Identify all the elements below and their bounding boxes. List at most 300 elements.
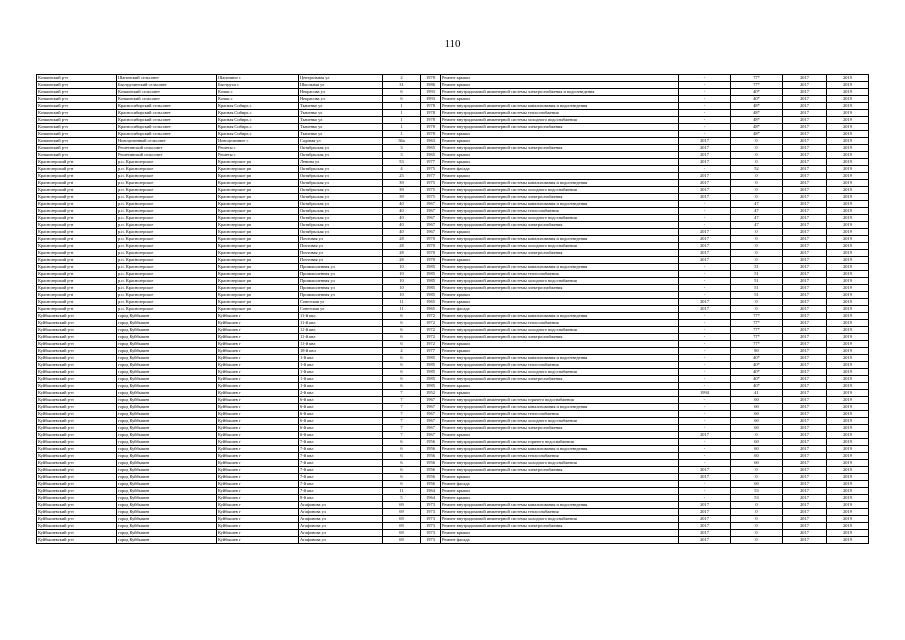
plan-start-year-cell: 2017 <box>783 229 827 236</box>
plan-start-year-cell: 2017 <box>783 460 827 467</box>
last-repair-year-cell: - <box>679 446 731 453</box>
settlement-cell: Краснозерское рп <box>217 173 299 180</box>
plan-end-year-cell: 2019 <box>827 383 869 390</box>
settlement-cell: Куйбышев г <box>217 327 299 334</box>
street-cell: 8-й квл <box>299 495 383 502</box>
street-cell: 7-й квл <box>299 439 383 446</box>
wear-percent-cell: 40* <box>731 383 783 390</box>
build-year-cell: 1956 <box>421 453 441 460</box>
table-row <box>37 208 869 215</box>
street-cell: 7-й квл <box>299 453 383 460</box>
table-row <box>37 215 869 222</box>
build-year-cell: 1978 <box>421 131 441 138</box>
plan-start-year-cell: 2017 <box>783 201 827 208</box>
wear-percent-cell: 40* <box>731 89 783 96</box>
last-repair-year-cell: - <box>679 404 731 411</box>
street-cell: Ткаченко ул <box>299 124 383 131</box>
street-cell: Промышленная ул <box>299 292 383 299</box>
district-cell: Куйбышевский р-н <box>37 383 117 390</box>
municipality-cell: город Куйбышев <box>117 425 217 432</box>
settlement-cell: Куйбышев г <box>217 425 299 432</box>
plan-end-year-cell: 2019 <box>827 530 869 537</box>
table-row <box>37 138 869 145</box>
work-type-cell: Ремонт внутридомовой инженерной системы холодного водоснабжения <box>441 215 679 222</box>
district-cell: Кочкинский р-н <box>37 96 117 103</box>
wear-percent-cell: 48* <box>731 131 783 138</box>
table-row <box>37 159 869 166</box>
municipality-cell: город Куйбышев <box>117 313 217 320</box>
build-year-cell: 1972 <box>421 327 441 334</box>
district-cell: Кочкинский р-н <box>37 117 117 124</box>
build-year-cell: 1978 <box>421 117 441 124</box>
last-repair-year-cell: 2017 <box>679 467 731 474</box>
district-cell: Краснозерский р-н <box>37 229 117 236</box>
plan-end-year-cell: 2019 <box>827 278 869 285</box>
work-type-cell: Ремонт внутридомовой инженерной системы теплоснабжения <box>441 411 679 418</box>
build-year-cell: 1986 <box>421 82 441 89</box>
table-row <box>37 355 869 362</box>
settlement-cell: Куйбышев г <box>217 481 299 488</box>
plan-end-year-cell: 2019 <box>827 131 869 138</box>
build-year-cell: 1952 <box>421 390 441 397</box>
municipality-cell: город Куйбышев <box>117 474 217 481</box>
plan-start-year-cell: 2017 <box>783 187 827 194</box>
street-cell: 7-й квл <box>299 467 383 474</box>
work-type-cell: Ремонт внутридомовой инженерной системы электроснабжения <box>441 523 679 530</box>
street-cell: Октябрьская ул <box>299 173 383 180</box>
plan-start-year-cell: 2017 <box>783 369 827 376</box>
street-cell: 6-й квл <box>299 404 383 411</box>
municipality-cell: Шагинский сельсовет <box>117 75 217 82</box>
street-cell: Октябрьская ул <box>299 152 383 159</box>
wear-percent-cell: 0 <box>731 467 783 474</box>
plan-start-year-cell: 2017 <box>783 306 827 313</box>
last-repair-year-cell: - <box>679 117 731 124</box>
district-cell: Куйбышевский р-н <box>37 355 117 362</box>
plan-end-year-cell: 2019 <box>827 439 869 446</box>
work-type-cell: Ремонт внутридомовой инженерной системы горячего водоснабжения <box>441 439 679 446</box>
plan-end-year-cell: 2019 <box>827 264 869 271</box>
municipality-cell: город Куйбышев <box>117 439 217 446</box>
plan-end-year-cell: 2019 <box>827 523 869 530</box>
district-cell: Краснозерский р-н <box>37 278 117 285</box>
plan-end-year-cell: 2019 <box>827 152 869 159</box>
last-repair-year-cell: 2017 <box>679 187 731 194</box>
district-cell: Куйбышевский р-н <box>37 341 117 348</box>
plan-start-year-cell: 2017 <box>783 467 827 474</box>
last-repair-year-cell: 2017 <box>679 180 731 187</box>
settlement-cell: Куйбышев г <box>217 488 299 495</box>
street-cell: 7-й квл <box>299 446 383 453</box>
district-cell: Краснозерский р-н <box>37 271 117 278</box>
build-year-cell: 1973 <box>421 537 441 544</box>
last-repair-year-cell: - <box>679 103 731 110</box>
last-repair-year-cell: - <box>679 481 731 488</box>
municipality-cell: р.п. Краснозерское <box>117 299 217 306</box>
street-cell: 1-й квл <box>299 362 383 369</box>
wear-percent-cell: 77* <box>731 341 783 348</box>
house-number-cell: 31 <box>383 82 421 89</box>
wear-percent-cell: 60 <box>731 411 783 418</box>
wear-percent-cell: 0 <box>731 432 783 439</box>
plan-end-year-cell: 2019 <box>827 467 869 474</box>
last-repair-year-cell: 2017 <box>679 502 731 509</box>
settlement-cell: Куйбышев г <box>217 397 299 404</box>
work-type-cell: Ремонт внутридомовой инженерной системы канализования и водоотведения <box>441 201 679 208</box>
district-cell: Краснозерский р-н <box>37 166 117 173</box>
last-repair-year-cell: - <box>679 334 731 341</box>
street-cell: 1-й квл <box>299 355 383 362</box>
municipality-cell: город Куйбышев <box>117 418 217 425</box>
municipality-cell: р.п. Краснозерское <box>117 180 217 187</box>
district-cell: Краснозерский р-н <box>37 201 117 208</box>
work-type-cell: Ремонт внутридомовой инженерной системы электроснабжения <box>441 334 679 341</box>
work-type-cell: Ремонт крыши <box>441 390 679 397</box>
wear-percent-cell: 0 <box>731 299 783 306</box>
plan-end-year-cell: 2019 <box>827 292 869 299</box>
build-year-cell: 1967 <box>421 397 441 404</box>
municipality-cell: город Куйбышев <box>117 376 217 383</box>
table-body <box>37 75 869 544</box>
wear-percent-cell: 77* <box>731 313 783 320</box>
last-repair-year-cell: - <box>679 313 731 320</box>
house-number-cell: 1 <box>383 117 421 124</box>
settlement-cell: Куйбышев г <box>217 341 299 348</box>
house-number-cell: 1 <box>383 110 421 117</box>
settlement-cell: Куйбышев г <box>217 418 299 425</box>
wear-percent-cell: 77* <box>731 320 783 327</box>
settlement-cell: Красная Сибирь с <box>217 131 299 138</box>
build-year-cell: 1985 <box>421 376 441 383</box>
street-cell: Школьная ул <box>299 82 383 89</box>
wear-percent-cell: 0 <box>731 145 783 152</box>
house-number-cell: 6 <box>383 467 421 474</box>
street-cell: 6-й квл <box>299 397 383 404</box>
municipality-cell: город Куйбышев <box>117 446 217 453</box>
last-repair-year-cell: - <box>679 215 731 222</box>
work-type-cell: Ремонт крыши <box>441 96 679 103</box>
district-cell: Краснозерский р-н <box>37 257 117 264</box>
house-number-cell: 40 <box>383 229 421 236</box>
last-repair-year-cell: 2017 <box>679 250 731 257</box>
work-type-cell: Ремонт крыши <box>441 152 679 159</box>
street-cell: Октябрьская ул <box>299 201 383 208</box>
table-row <box>37 145 869 152</box>
work-type-cell: Ремонт внутридомовой инженерной системы теплоснабжения <box>441 208 679 215</box>
settlement-cell: Куйбышев г <box>217 495 299 502</box>
work-type-cell: Ремонт внутридомовой инженерной системы электроснабжения <box>441 145 679 152</box>
street-cell: 11-й квл <box>299 313 383 320</box>
street-cell: 2-й квл <box>299 390 383 397</box>
district-cell: Куйбышевский р-н <box>37 390 117 397</box>
last-repair-year-cell: 2017 <box>679 474 731 481</box>
street-cell: 6-й квл <box>299 411 383 418</box>
street-cell: 7-й квл <box>299 460 383 467</box>
wear-percent-cell: 41 <box>731 390 783 397</box>
plan-start-year-cell: 2017 <box>783 348 827 355</box>
work-type-cell: Ремонт внутридомовой инженерной системы теплоснабжения <box>441 110 679 117</box>
house-number-cell: 36а <box>383 138 421 145</box>
municipality-cell: город Куйбышев <box>117 523 217 530</box>
district-cell: Краснозерский р-н <box>37 208 117 215</box>
plan-end-year-cell: 2019 <box>827 271 869 278</box>
work-type-cell: Ремонт крыши <box>441 75 679 82</box>
settlement-cell: Краснозерское рп <box>217 271 299 278</box>
last-repair-year-cell: 2017 <box>679 159 731 166</box>
wear-percent-cell: 0 <box>731 523 783 530</box>
build-year-cell: 1973 <box>421 530 441 537</box>
work-type-cell: Ремонт внутридомовой инженерной системы канализования и водоотведения <box>441 236 679 243</box>
street-cell: Октябрьская ул <box>299 180 383 187</box>
street-cell: Промышленная ул <box>299 264 383 271</box>
plan-end-year-cell: 2019 <box>827 418 869 425</box>
build-year-cell: 1973 <box>421 509 441 516</box>
settlement-cell: Кочки с <box>217 89 299 96</box>
plan-end-year-cell: 2019 <box>827 229 869 236</box>
table-row <box>37 82 869 89</box>
street-cell: Советская ул <box>299 299 383 306</box>
plan-start-year-cell: 2017 <box>783 362 827 369</box>
work-type-cell: Ремонт внутридомовой инженерной системы канализования и водоотведения <box>441 180 679 187</box>
work-type-cell: Ремонт внутридомовой инженерной системы холодного водоснабжения <box>441 117 679 124</box>
table-row <box>37 474 869 481</box>
municipality-cell: город Куйбышев <box>117 467 217 474</box>
house-number-cell: 6 <box>383 446 421 453</box>
last-repair-year-cell: 2017 <box>679 537 731 544</box>
table-row <box>37 236 869 243</box>
build-year-cell: 1967 <box>421 201 441 208</box>
plan-start-year-cell: 2017 <box>783 236 827 243</box>
page-number: 110 <box>444 38 461 50</box>
last-repair-year-cell: - <box>679 488 731 495</box>
municipality-cell: р.п. Краснозерское <box>117 285 217 292</box>
street-cell: Почтовая ул <box>299 243 383 250</box>
plan-end-year-cell: 2019 <box>827 411 869 418</box>
house-number-cell: 40 <box>383 222 421 229</box>
street-cell: Октябрьская ул <box>299 222 383 229</box>
municipality-cell: город Куйбышев <box>117 460 217 467</box>
street-cell: 6-й квл <box>299 432 383 439</box>
plan-start-year-cell: 2017 <box>783 82 827 89</box>
work-type-cell: Ремонт внутридомовой инженерной системы электроснабжения <box>441 467 679 474</box>
house-number-cell: 6 <box>383 376 421 383</box>
work-type-cell: Ремонт внутридомовой инженерной системы холодного водоснабжения <box>441 187 679 194</box>
municipality-cell: город Куйбышев <box>117 334 217 341</box>
wear-percent-cell: 40* <box>731 362 783 369</box>
street-cell: Некрасова ул <box>299 89 383 96</box>
district-cell: Кочкинский р-н <box>37 138 117 145</box>
last-repair-year-cell: 2017 <box>679 152 731 159</box>
work-type-cell: Ремонт крыши <box>441 131 679 138</box>
district-cell: Краснозерский р-н <box>37 250 117 257</box>
work-type-cell: Ремонт крыши <box>441 159 679 166</box>
house-number-cell: 39 <box>383 180 421 187</box>
plan-start-year-cell: 2017 <box>783 243 827 250</box>
settlement-cell: Краснозерское рп <box>217 250 299 257</box>
municipality-cell: Красносибирский сельсовет <box>117 124 217 131</box>
work-type-cell: Ремонт внутридомовой инженерной системы электроснабжения <box>441 124 679 131</box>
settlement-cell: Краснозерское рп <box>217 278 299 285</box>
plan-end-year-cell: 2019 <box>827 390 869 397</box>
table-row <box>37 495 869 502</box>
table-row <box>37 488 869 495</box>
settlement-cell: Краснозерское рп <box>217 222 299 229</box>
municipality-cell: р.п. Краснозерское <box>117 194 217 201</box>
last-repair-year-cell: - <box>679 362 731 369</box>
table-row <box>37 390 869 397</box>
wear-percent-cell: 0 <box>731 509 783 516</box>
work-type-cell: Ремонт крыши <box>441 292 679 299</box>
plan-end-year-cell: 2019 <box>827 488 869 495</box>
build-year-cell: 1993 <box>421 89 441 96</box>
district-cell: Куйбышевский р-н <box>37 495 117 502</box>
house-number-cell: 6 <box>383 439 421 446</box>
plan-end-year-cell: 2019 <box>827 215 869 222</box>
wear-percent-cell: 77* <box>731 327 783 334</box>
street-cell: Агафонова ул <box>299 502 383 509</box>
street-cell: Почтовая ул <box>299 257 383 264</box>
settlement-cell: Краснозерское рп <box>217 257 299 264</box>
build-year-cell: 1970 <box>421 250 441 257</box>
build-year-cell: 1985 <box>421 292 441 299</box>
plan-start-year-cell: 2017 <box>783 278 827 285</box>
district-cell: Куйбышевский р-н <box>37 481 117 488</box>
house-number-cell: 7 <box>383 397 421 404</box>
house-number-cell: 4 <box>383 166 421 173</box>
street-cell: Промышленная ул <box>299 271 383 278</box>
house-number-cell: 7 <box>383 418 421 425</box>
table-row <box>37 306 869 313</box>
wear-percent-cell: 51 <box>731 285 783 292</box>
municipality-cell: р.п. Краснозерское <box>117 166 217 173</box>
plan-end-year-cell: 2019 <box>827 502 869 509</box>
table-row <box>37 369 869 376</box>
house-number-cell: 6 <box>383 89 421 96</box>
wear-percent-cell: 47 <box>731 201 783 208</box>
street-cell: 7-й квл <box>299 474 383 481</box>
wear-percent-cell: 0 <box>731 516 783 523</box>
table-row <box>37 201 869 208</box>
plan-start-year-cell: 2017 <box>783 397 827 404</box>
municipality-cell: р.п. Краснозерское <box>117 215 217 222</box>
house-number-cell: 6 <box>383 96 421 103</box>
municipality-cell: город Куйбышев <box>117 320 217 327</box>
plan-start-year-cell: 2017 <box>783 180 827 187</box>
district-cell: Краснозерский р-н <box>37 292 117 299</box>
table-row <box>37 103 869 110</box>
settlement-cell: Краснозерское рп <box>217 236 299 243</box>
plan-start-year-cell: 2017 <box>783 117 827 124</box>
plan-start-year-cell: 2017 <box>783 439 827 446</box>
plan-start-year-cell: 2017 <box>783 138 827 145</box>
wear-percent-cell: 60 <box>731 418 783 425</box>
repair-schedule-table-wrapper <box>36 74 868 544</box>
wear-percent-cell: 60 <box>731 460 783 467</box>
work-type-cell: Ремонт крыши <box>441 495 679 502</box>
municipality-cell: р.п. Краснозерское <box>117 264 217 271</box>
table-row <box>37 131 869 138</box>
build-year-cell: 1970 <box>421 257 441 264</box>
work-type-cell: Ремонт внутридомовой инженерной системы электроснабжения <box>441 425 679 432</box>
district-cell: Краснозерский р-н <box>37 159 117 166</box>
table-row <box>37 502 869 509</box>
work-type-cell: Ремонт крыши <box>441 341 679 348</box>
settlement-cell: Краснозерское рп <box>217 180 299 187</box>
municipality-cell: город Куйбышев <box>117 509 217 516</box>
municipality-cell: город Куйбышев <box>117 537 217 544</box>
table-row <box>37 173 869 180</box>
plan-start-year-cell: 2017 <box>783 523 827 530</box>
plan-end-year-cell: 2019 <box>827 320 869 327</box>
last-repair-year-cell: 2017 <box>679 145 731 152</box>
municipality-cell: р.п. Краснозерское <box>117 222 217 229</box>
table-row <box>37 271 869 278</box>
plan-end-year-cell: 2019 <box>827 495 869 502</box>
plan-end-year-cell: 2019 <box>827 355 869 362</box>
settlement-cell: Куйбышев г <box>217 453 299 460</box>
plan-end-year-cell: 2019 <box>827 460 869 467</box>
table-row <box>37 509 869 516</box>
plan-start-year-cell: 2017 <box>783 222 827 229</box>
district-cell: Краснозерский р-н <box>37 173 117 180</box>
last-repair-year-cell: - <box>679 439 731 446</box>
municipality-cell: р.п. Краснозерское <box>117 271 217 278</box>
plan-start-year-cell: 2017 <box>783 425 827 432</box>
plan-start-year-cell: 2017 <box>783 208 827 215</box>
district-cell: Краснозерский р-н <box>37 264 117 271</box>
build-year-cell: 1973 <box>421 516 441 523</box>
last-repair-year-cell: 2017 <box>679 306 731 313</box>
municipality-cell: р.п. Краснозерское <box>117 159 217 166</box>
district-cell: Краснозерский р-н <box>37 285 117 292</box>
municipality-cell: Красносибирский сельсовет <box>117 117 217 124</box>
last-repair-year-cell: 2017 <box>679 229 731 236</box>
municipality-cell: Кочкинский сельсовет <box>117 96 217 103</box>
house-number-cell: 10 <box>383 264 421 271</box>
settlement-cell: Куйбышев г <box>217 530 299 537</box>
table-row <box>37 446 869 453</box>
plan-start-year-cell: 2017 <box>783 173 827 180</box>
plan-start-year-cell: 2017 <box>783 334 827 341</box>
build-year-cell: 1967 <box>421 229 441 236</box>
plan-end-year-cell: 2019 <box>827 96 869 103</box>
municipality-cell: Решетинский сельсовет <box>117 152 217 159</box>
last-repair-year-cell: - <box>679 376 731 383</box>
street-cell: Агафонова ул <box>299 516 383 523</box>
plan-end-year-cell: 2019 <box>827 327 869 334</box>
last-repair-year-cell: - <box>679 348 731 355</box>
work-type-cell: Ремонт внутридомовой инженерной системы теплоснабжения <box>441 320 679 327</box>
district-cell: Краснозерский р-н <box>37 180 117 187</box>
settlement-cell: Краснозерское рп <box>217 208 299 215</box>
plan-end-year-cell: 2019 <box>827 117 869 124</box>
wear-percent-cell: 0 <box>731 229 783 236</box>
last-repair-year-cell: 2017 <box>679 509 731 516</box>
work-type-cell: Ремонт фасада <box>441 537 679 544</box>
house-number-cell: 7 <box>383 425 421 432</box>
build-year-cell: 1964 <box>421 495 441 502</box>
plan-end-year-cell: 2019 <box>827 306 869 313</box>
plan-start-year-cell: 2017 <box>783 299 827 306</box>
table-row <box>37 404 869 411</box>
build-year-cell: 1965 <box>421 306 441 313</box>
table-row <box>37 523 869 530</box>
build-year-cell: 1963 <box>421 138 441 145</box>
table-row <box>37 334 869 341</box>
wear-percent-cell: 47 <box>731 215 783 222</box>
last-repair-year-cell: - <box>679 285 731 292</box>
work-type-cell: Ремонт крыши <box>441 82 679 89</box>
